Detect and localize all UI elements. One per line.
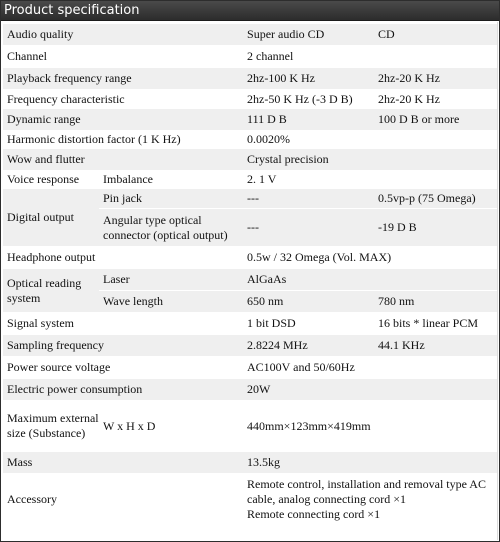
row-label-external-size: Maximum external size (Substance) <box>3 401 99 452</box>
table-row <box>3 452 497 474</box>
power-voltage-value: AC100V and 50/60Hz <box>243 357 497 379</box>
table-row <box>3 68 497 90</box>
row-label-playback: Playback frequency range <box>3 68 243 90</box>
harmonic-value: 0.0020% <box>243 131 497 149</box>
accessory-line-1: Remote control, installation and removal type AC cable, analog connecting cord ×1 <box>247 477 486 506</box>
playback-cd-value: 2hz-20 K Hz <box>374 68 497 90</box>
window-title: Product specification <box>1 1 499 21</box>
table-row <box>3 189 497 209</box>
dimensions-value: 440mm×123mm×419mm <box>243 401 497 452</box>
table-row <box>3 46 497 68</box>
table-row <box>3 109 497 131</box>
row-label-harmonic-distortion: Harmonic distortion factor (1 K Hz) <box>3 131 243 149</box>
row-label-signal-system: Signal system <box>3 313 243 335</box>
wave-length-sacd-value: 650 nm <box>243 291 374 313</box>
table-row <box>3 335 497 357</box>
voice-imbalance-label: Imbalance <box>99 171 243 189</box>
table-row <box>3 357 497 379</box>
wave-length-cd-value: 780 nm <box>374 291 497 313</box>
row-label-power-voltage: Power source voltage <box>3 357 243 379</box>
optical-connector-sacd-value: --- <box>243 209 374 247</box>
voice-imbalance-value: 2. 1 V <box>243 171 497 189</box>
laser-value: AlGaAs <box>243 269 497 291</box>
signal-cd-value: 16 bits * linear PCM <box>374 313 497 335</box>
table-row <box>3 90 497 109</box>
row-label-digital-output: Digital output <box>3 189 99 247</box>
signal-sacd-value: 1 bit DSD <box>243 313 374 335</box>
table-row <box>3 379 497 401</box>
dynamic-range-sacd-value: 111 D B <box>243 109 374 131</box>
row-label-accessory: Accessory <box>3 474 243 526</box>
freq-char-cd-value: 2hz-20 K Hz <box>374 90 497 109</box>
spec-table <box>3 24 497 526</box>
power-consumption-value: 20W <box>243 379 497 401</box>
row-label-audio-quality: Audio quality <box>3 24 243 46</box>
table-row <box>3 131 497 149</box>
pin-jack-label: Pin jack <box>99 189 243 209</box>
channel-value: 2 channel <box>243 46 497 68</box>
row-label-mass: Mass <box>3 452 243 474</box>
pin-jack-sacd-value: --- <box>243 189 374 209</box>
table-row <box>3 149 497 171</box>
spec-content <box>3 24 497 526</box>
optical-connector-label: Angular type optical connector (optical output) <box>99 209 243 247</box>
table-row <box>3 247 497 269</box>
row-label-sampling-frequency: Sampling frequency <box>3 335 243 357</box>
row-label-optical-reading: Optical reading system <box>3 269 99 313</box>
table-row <box>3 269 497 291</box>
mass-value: 13.5kg <box>243 452 497 474</box>
dynamic-range-cd-value: 100 D B or more <box>374 109 497 131</box>
cd-header-cell: CD <box>374 24 497 46</box>
dimensions-label: W x H x D <box>99 401 243 452</box>
optical-connector-cd-value: -19 D B <box>374 209 497 247</box>
row-label-power-consumption: Electric power consumption <box>3 379 243 401</box>
laser-label: Laser <box>99 269 243 291</box>
table-row <box>3 171 497 189</box>
accessory-value <box>243 474 497 526</box>
table-row <box>3 401 497 452</box>
row-label-wow-flutter: Wow and flutter <box>3 149 243 171</box>
wow-flutter-value: Crystal precision <box>243 149 497 171</box>
pin-jack-cd-value: 0.5vp-p (75 Omega) <box>374 189 497 209</box>
row-label-headphone-output: Headphone output <box>3 247 243 269</box>
playback-sacd-value: 2hz-100 K Hz <box>243 68 374 90</box>
scrollbar-track[interactable] <box>497 22 498 540</box>
row-label-dynamic-range: Dynamic range <box>3 109 243 131</box>
sampling-sacd-value: 2.8224 MHz <box>243 335 374 357</box>
table-row <box>3 313 497 335</box>
sampling-cd-value: 44.1 KHz <box>374 335 497 357</box>
freq-char-sacd-value: 2hz-50 K Hz (-3 D B) <box>243 90 374 109</box>
row-label-frequency-characteristic: Frequency characteristic <box>3 90 243 109</box>
row-label-voice-response: Voice response <box>3 171 99 189</box>
table-row <box>3 474 497 526</box>
accessory-line-2: Remote connecting cord ×1 <box>247 507 381 521</box>
row-label-channel: Channel <box>3 46 243 68</box>
wave-length-label: Wave length <box>99 291 243 313</box>
sacd-header-cell: Super audio CD <box>243 24 374 46</box>
headphone-value: 0.5w / 32 Omega (Vol. MAX) <box>243 247 497 269</box>
table-row <box>3 24 497 46</box>
